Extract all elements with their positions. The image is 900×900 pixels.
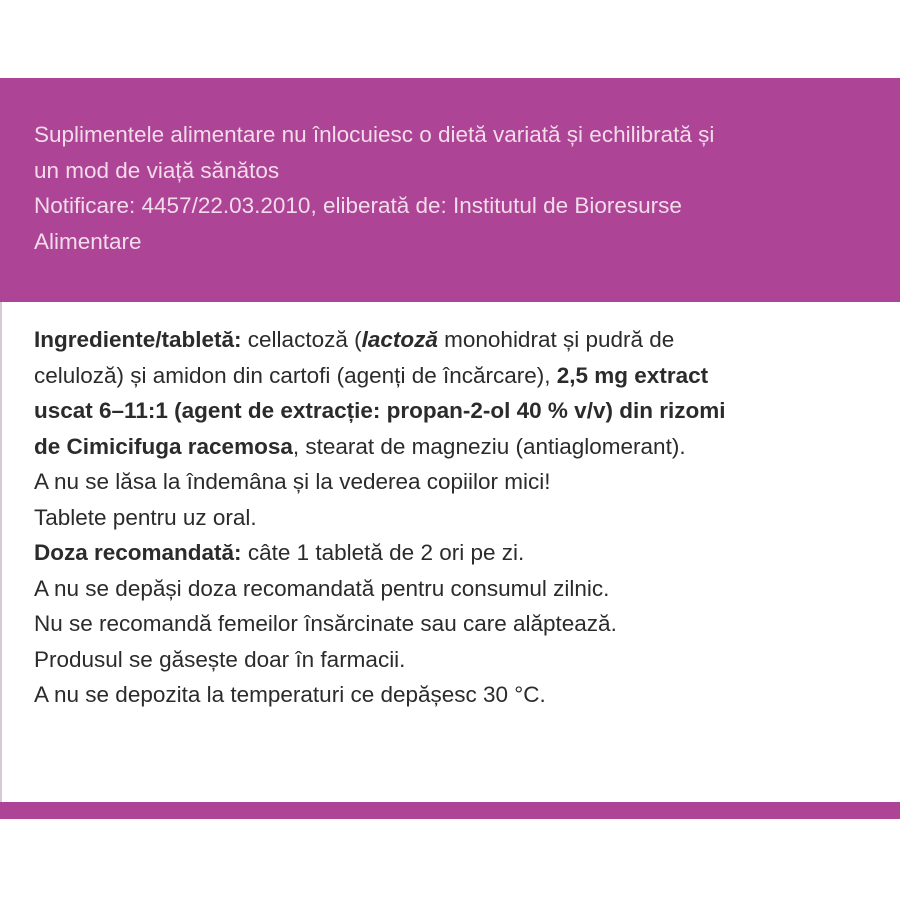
ingredients-label: Ingrediente/tabletă: — [34, 327, 242, 352]
ingredients-line-2 — [34, 358, 884, 394]
dose-text: câte 1 tabletă de 2 ori pe zi. — [241, 540, 525, 565]
oral-use-note: Tablete pentru uz oral. — [34, 504, 257, 530]
storage-warning: A nu se depozita la temperaturi ce depășesc 30 °C. — [34, 682, 546, 707]
warning-line: Produsul se găsește doar în farmacii. — [34, 646, 406, 672]
dose-label: Doza recomandată: — [34, 540, 242, 565]
notification-line: Notificare: 4457/22.03.2010, eliberată de: Institutul de Bioresurse — [34, 193, 682, 218]
dose-line — [34, 535, 884, 571]
ingredients-text: , stearat de magneziu (antiaglomerant). — [292, 433, 686, 459]
ingredients-text: monohidrat și pudră de — [437, 327, 675, 352]
notification-line: Alimentare — [34, 228, 142, 254]
bottom-bar — [0, 802, 900, 819]
plant-name: de Cimicifuga racemosa — [34, 433, 293, 459]
banner-line: Suplimentele alimentare nu înlocuiesc o dietă variată și echilibrată și — [34, 122, 715, 147]
left-border — [0, 302, 2, 802]
banner-text — [34, 117, 884, 259]
ingredients-text: cellactoză ( — [241, 327, 362, 352]
ingredients-line-1 — [34, 322, 884, 358]
lactose-highlight: lactoză — [361, 327, 438, 352]
product-info — [34, 322, 884, 713]
children-warning: A nu se lăsa la îndemâna și la vederea copiilor mici! — [34, 469, 551, 494]
warning-line: Nu se recomandă femeilor însărcinate sau care alăptează. — [34, 611, 617, 636]
warning-line: A nu se depăși doza recomandată pentru consumul zilnic. — [34, 575, 610, 601]
ingredients-text: celuloză) și amidon din cartofi (agenți de încărcare), — [34, 362, 557, 388]
ingredients-line-4 — [34, 429, 884, 465]
ingredients-line-3: uscat 6–11:1 (agent de extracție: propan-2-ol 40 % v/v) din rizomi — [34, 398, 726, 423]
extract-highlight: 2,5 mg extract — [556, 362, 709, 388]
banner-line: un mod de viață sănătos — [34, 157, 280, 183]
